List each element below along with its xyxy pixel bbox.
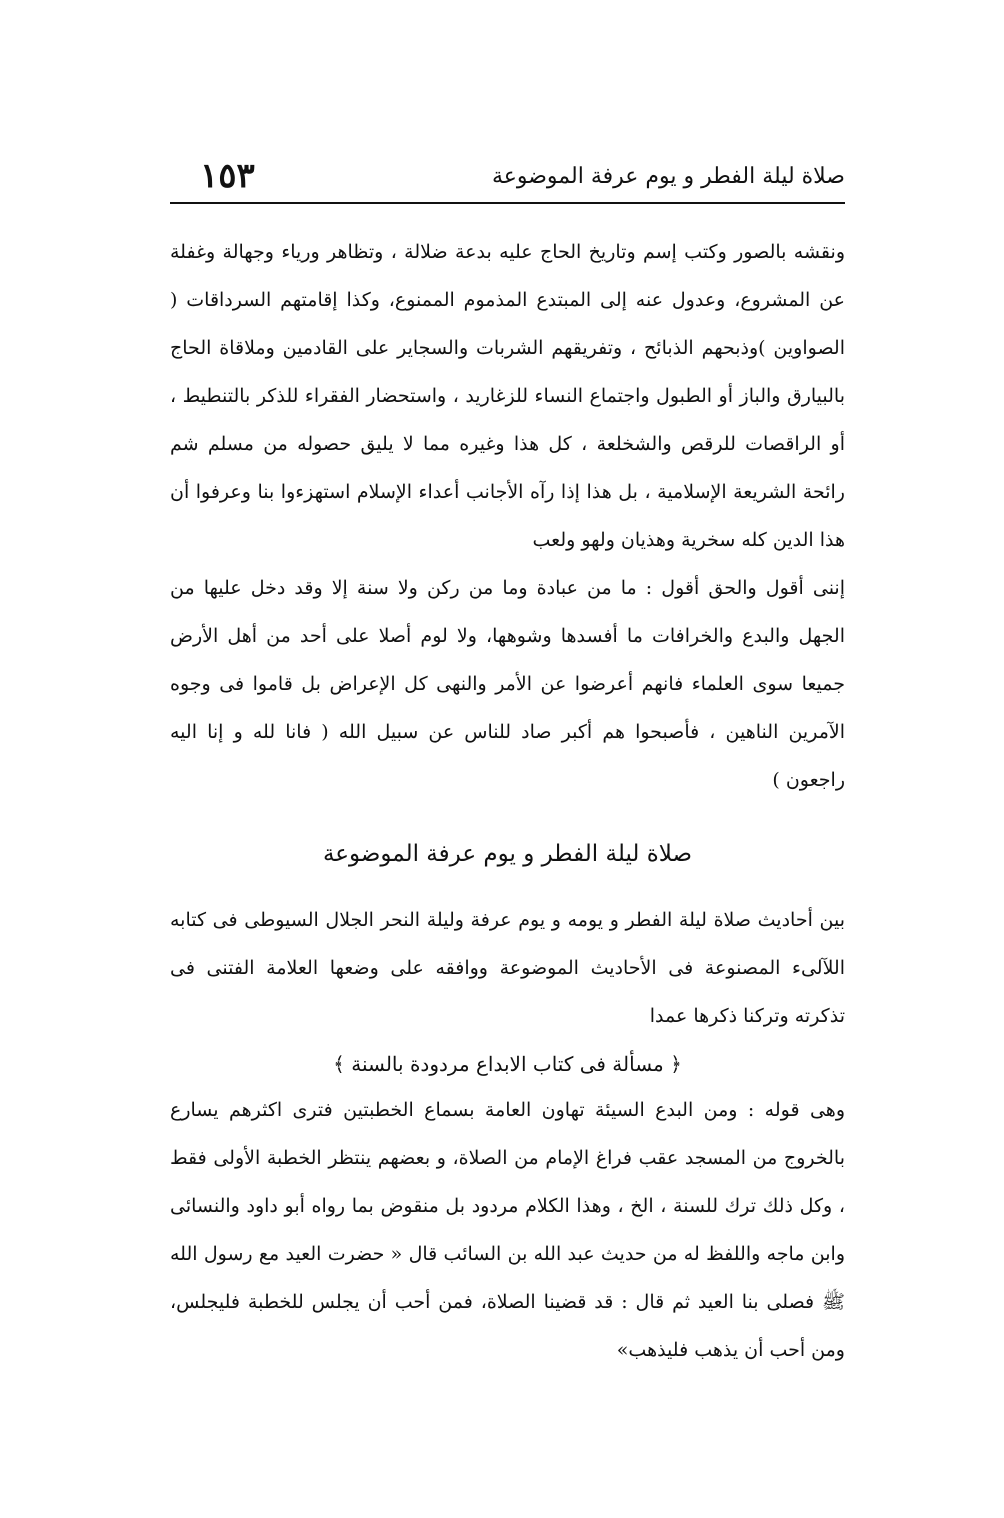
paragraph-fabricated-hadiths: بين أحاديث صلاة ليلة الفطر و يومه و يوم عرفة وليلة النحر الجلال السيوطى فى كتابه اللآلىء المصنوعة فى الأحاديث الموضوعة ووافقه على وضعها العلامة الفتنى فى تذكرته وتركنا ذكرها عمدا [170,909,845,1027]
paragraph-innovations-list: ونقشه بالصور وكتب إسم وتاريخ الحاج عليه بدعة ضلالة ، وتظاهر ورياء وجهالة وغفلة عن المشروع، وعدول عنه إلى المبتدع المذموم الممنوع، وكذا إقامتهم السرداقات ( الصواوين )وذبحهم الذبائح ، وتفريقهم الشربات والسجاير على القادمين وملاقاة الحاج بالبيارق والباز أو الطبول واجتماع النساء للزغاريد ، واستحضار الفقراء للذكر بالتنطيط ، أو الراقصات للرقص والشخلعة ، كل هذا وغيره مما لا يليق حصوله من مسلم شم رائحة الشريعة الإسلامية ، بل هذا إذا رآه الأجانب أعداء الإسلام استهزءوا بنا وعرفوا أن هذا الدين كله سخرية وهذيان ولهو ولعب [170,241,845,551]
book-page [170,150,845,1374]
page-number: ١٥٣ [200,156,255,196]
running-header [170,150,845,204]
header-gap [170,204,845,228]
paragraph-scholars-blame: إننى أقول والحق أقول : ما من عبادة وما من ركن ولا سنة إلا وقد دخل عليها من الجهل والبدع والخرافات ما أفسدها وشوهها، ولا لوم أصلا على أحد من أهل الأرض جميعا سوى العلماء فانهم أعرضوا عن الأمر والنهى كل الإعراض بل قاموا فى وجوه الآمرين الناهين ، فأصبحوا هم أكبر صاد للناس عن سبيل الله ( فانا لله و إنا اليه راجعون ) [170,577,845,791]
running-header-title: صلاة ليلة الفطر و يوم عرفة الموضوعة [491,164,845,189]
paragraph-eid-sermon: وهى قوله : ومن البدع السيئة تهاون العامة بسماع الخطبتين فترى اكثرهم يسارع بالخروج من المسجد عقب فراغ الإمام من الصلاة، و بعضهم ينتظر الخطبة الأولى فقط ، وكل ذلك ترك للسنة ، الخ ، وهذا الكلام مردود بل منقوض بما رواه أبو داود والنسائى وابن ماجه واللفظ له من حديث عبد الله بن السائب قال « حضرت العيد مع رسول الله ﷺ فصلى بنا العيد ثم قال : قد قضينا الصلاة، فمن أحب أن يجلس للخطبة فليجلس، ومن أحب أن يذهب فليذهب» [170,1099,845,1361]
section-title: صلاة ليلة الفطر و يوم عرفة الموضوعة [322,841,693,867]
sub-heading: ﴿ مسألة فى كتاب الابداع مردودة بالسنة ﴾ [333,1052,682,1076]
